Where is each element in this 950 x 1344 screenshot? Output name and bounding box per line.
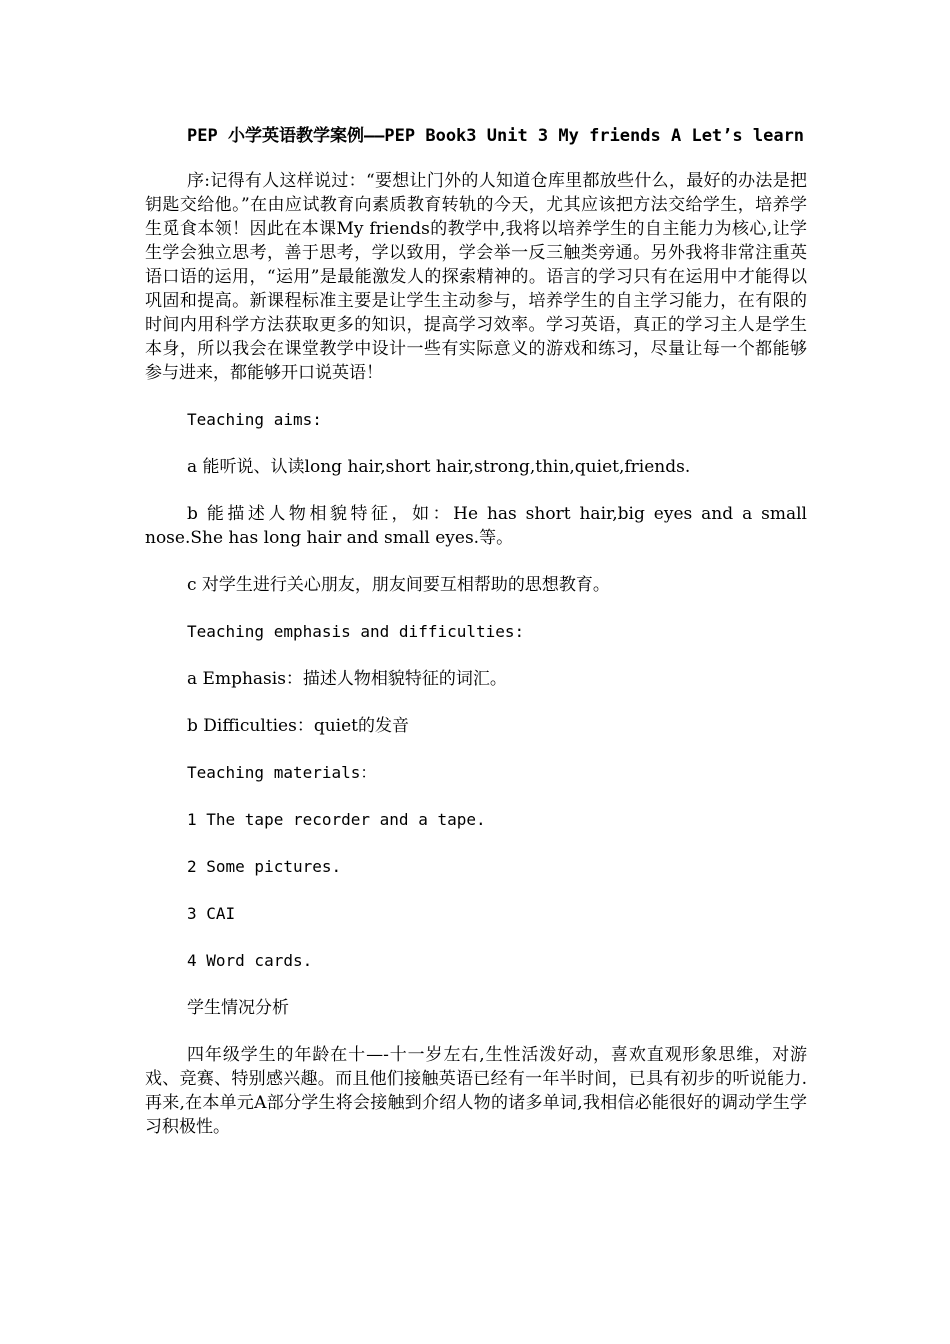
- aim-b: b 能描述人物相貌特征，如：He has short hair,big eyes and a small nose.She has long hair and small eyes.等。: [145, 504, 807, 548]
- document-page: [145, 124, 807, 1162]
- emphasis-a: a Emphasis：描述人物相貌特征的词汇。: [187, 669, 507, 689]
- material-item: 2 Some pictures.: [187, 857, 342, 876]
- material-item: 4 Word cards.: [187, 951, 313, 970]
- aim-c: c 对学生进行关心朋友，朋友间要互相帮助的思想教育。: [187, 575, 610, 595]
- emphasis-b: b Difficulties：quiet的发音: [187, 716, 409, 736]
- aims-heading: Teaching aims:: [187, 410, 322, 429]
- materials-heading: Teaching materials：: [187, 763, 377, 782]
- aim-a: a 能听说、认读long hair,short hair,strong,thin,quiet,friends.: [187, 457, 691, 477]
- material-item: 3 CAI: [187, 904, 236, 923]
- intro-paragraph: 序:记得有人这样说过：“要想让门外的人知道仓库里都放些什么，最好的办法是把钥匙交给他。”在由应试教育向素质教育转轨的今天，尤其应该把方法交给学生，培养学生觅食本领！因此在本课My friends的教学中,我将以培养学生的自主能力为核心,让学生学会独立思考，善于思考，学以致用，学会举一反三触类旁通。另外我将非常注重英语口语的运用，“运用”是最能激发人的探索精神的。语言的学习只有在运用中才能得以巩固和提高。新课程标准主要是让学生主动参与，培养学生的自主学习能力，在有限的时间内用科学方法获取更多的知识，提高学习效率。学习英语，真正的学习主人是学生本身，所以我会在课堂教学中设计一些有实际意义的游戏和练习，尽量让每一个都能够参与进来，都能够开口说英语！: [145, 171, 807, 383]
- document-title: PEP 小学英语教学案例——PEP Book3 Unit 3 My friends A Let’s learn: [187, 126, 805, 146]
- emphasis-heading: Teaching emphasis and difficulties:: [187, 622, 525, 641]
- analysis-heading: 学生情况分析: [187, 998, 289, 1018]
- analysis-paragraph: 四年级学生的年龄在十—-十一岁左右,生性活泼好动，喜欢直观形象思维，对游戏、竞赛、特别感兴趣。而且他们接触英语已经有一年半时间，已具有初步的听说能力.再来,在本单元A部分学生将会接触到介绍人物的诸多单词,我相信必能很好的调动学生学习积极性。: [145, 1045, 807, 1137]
- material-item: 1 The tape recorder and a tape.: [187, 810, 486, 829]
